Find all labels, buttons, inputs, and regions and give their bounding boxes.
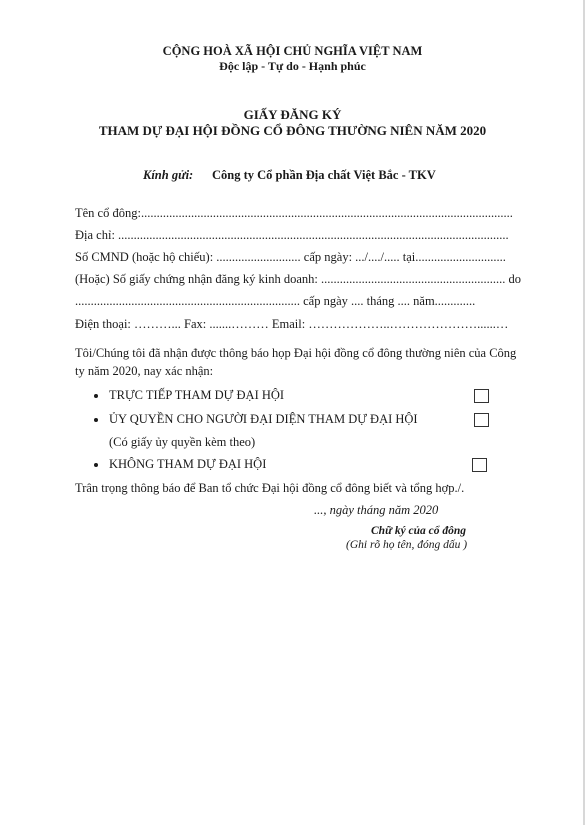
option-proxy-checkbox[interactable] <box>474 413 489 427</box>
business-registration-field: (Hoặc) Số giấy chứng nhận đăng ký kinh doanh: ........................................................... do <box>75 272 521 286</box>
form-title: GIẤY ĐĂNG KÝ <box>243 107 342 122</box>
signature-title: Chữ ký của cổ đông <box>371 525 467 537</box>
address-field: Địa chỉ: ............................................................................................................................. <box>75 228 509 242</box>
option-proxy-note: (Có giấy ủy quyền kèm theo) <box>109 435 256 449</box>
recipient-company: Công ty Cổ phần Địa chất Việt Bắc - TKV <box>212 168 436 182</box>
shareholder-name-field: Tên cổ đông:....................................................................................................................... <box>75 206 513 220</box>
recipient-label: Kính gửi: <box>143 168 194 182</box>
option-not-attend-checkbox[interactable] <box>472 458 487 472</box>
nation-header: CỘNG HOÀ XÃ HỘI CHỦ NGHĨA VIỆT NAM <box>162 44 423 58</box>
business-registration-continued: ........................................................................ cấp ngày .... tháng .... năm............. <box>75 294 476 308</box>
notice-text-continued: ty năm 2020, nay xác nhận: <box>75 364 214 378</box>
id-card-field: Số CMND (hoặc hộ chiếu): ........................... cấp ngày: .../..../..... tại............................. <box>75 250 506 264</box>
bullet-icon <box>94 463 98 467</box>
closing-statement: Trân trọng thông báo để Ban tổ chức Đại hội đồng cổ đông biết và tổng hợp./. <box>75 481 465 495</box>
signature-date: ..., ngày tháng năm 2020 <box>314 503 439 517</box>
option-proxy-label: ỦY QUYỀN CHO NGƯỜI ĐẠI DIỆN THAM DỰ ĐẠI HỘI <box>109 412 418 426</box>
option-not-attend-label: KHÔNG THAM DỰ ĐẠI HỘI <box>109 457 267 471</box>
option-attend-checkbox[interactable] <box>474 389 489 403</box>
signature-note: (Ghi rõ họ tên, đóng dấu ) <box>346 539 468 551</box>
form-subtitle: THAM DỰ ĐẠI HỘI ĐỒNG CỔ ĐÔNG THƯỜNG NIÊN NĂM 2020 <box>98 123 487 138</box>
option-attend-label: TRỰC TIẾP THAM DỰ ĐẠI HỘI <box>109 388 285 402</box>
contact-field: Điện thoại: ………... Fax: .......……… Email: ………………..…………………......… <box>75 317 509 331</box>
notice-text: Tôi/Chúng tôi đã nhận được thông báo họp Đại hội đồng cổ đông thường niên của Công <box>75 346 517 360</box>
bullet-icon <box>94 394 98 398</box>
motto: Độc lập - Tự do - Hạnh phúc <box>219 59 366 73</box>
bullet-icon <box>94 418 98 422</box>
